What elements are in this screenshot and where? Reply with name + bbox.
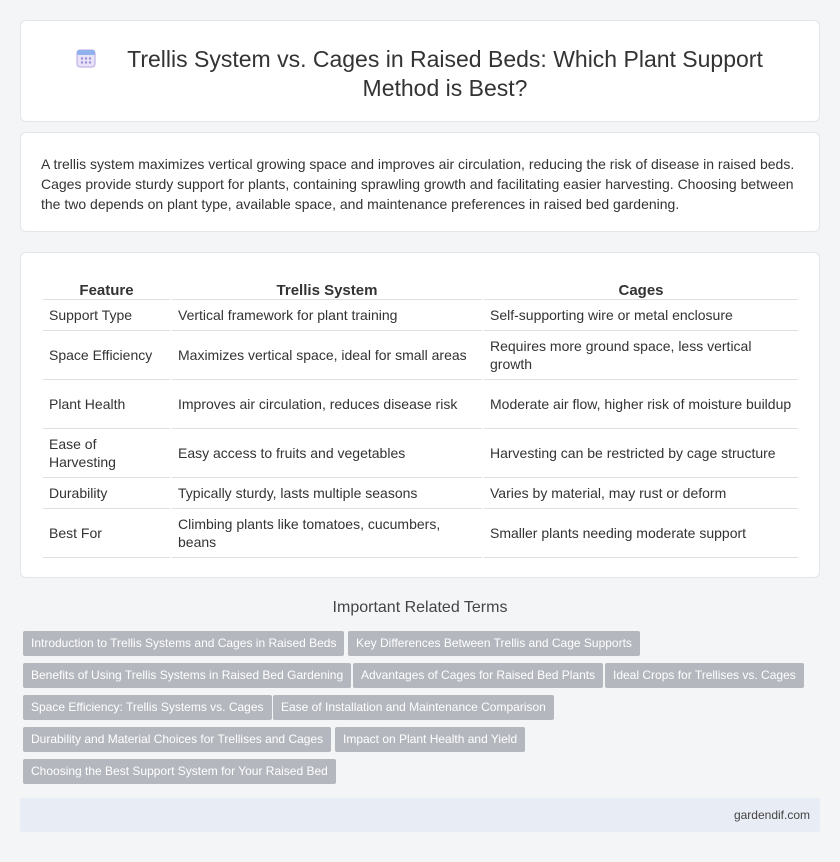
header-trellis: Trellis System bbox=[171, 275, 483, 299]
related-terms-heading: Important Related Terms bbox=[332, 599, 508, 616]
table-row bbox=[43, 299, 798, 330]
header-feature: Feature bbox=[43, 275, 171, 299]
title-wrap bbox=[21, 45, 819, 103]
feature-cell: Ease of Harvesting bbox=[43, 428, 171, 477]
feature-cell: Plant Health bbox=[43, 379, 171, 428]
comparison-table bbox=[43, 275, 798, 558]
cages-cell: Harvesting can be restricted by cage structure bbox=[483, 428, 798, 477]
trellis-cell: Climbing plants like tomatoes, cucumbers, beans bbox=[171, 508, 483, 557]
table-row bbox=[43, 330, 798, 379]
feature-cell: Best For bbox=[43, 508, 171, 557]
page-title: Trellis System vs. Cages in Raised Beds: Which Plant Support Method is Best? bbox=[127, 46, 763, 101]
trellis-cell: Typically sturdy, lasts multiple seasons bbox=[171, 477, 483, 508]
related-term-tag[interactable]: Benefits of Using Trellis Systems in Raised Bed Gardening bbox=[23, 663, 351, 688]
related-term-tag[interactable]: Ease of Installation and Maintenance Comparison bbox=[273, 695, 554, 720]
feature-cell: Durability bbox=[43, 477, 171, 508]
cages-cell: Smaller plants needing moderate support bbox=[483, 508, 798, 557]
trellis-cell: Improves air circulation, reduces disease risk bbox=[171, 379, 483, 428]
comparison-card bbox=[20, 252, 820, 578]
cages-cell: Varies by material, may rust or deform bbox=[483, 477, 798, 508]
related-term-tag[interactable]: Key Differences Between Trellis and Cage Supports bbox=[348, 631, 640, 656]
title-card bbox=[20, 20, 820, 122]
related-term-tag[interactable]: Ideal Crops for Trellises vs. Cages bbox=[605, 663, 804, 688]
trellis-cell: Maximizes vertical space, ideal for small areas bbox=[171, 330, 483, 379]
related-term-tag[interactable]: Impact on Plant Health and Yield bbox=[335, 727, 525, 752]
footer bbox=[20, 798, 820, 832]
related-term-tag[interactable]: Advantages of Cages for Raised Bed Plants bbox=[353, 663, 603, 688]
header-cages: Cages bbox=[483, 275, 798, 299]
table-row bbox=[43, 508, 798, 557]
table-row bbox=[43, 379, 798, 428]
related-term-tag[interactable]: Introduction to Trellis Systems and Cages in Raised Beds bbox=[23, 631, 344, 656]
calendar-icon bbox=[75, 47, 97, 69]
cages-cell: Self-supporting wire or metal enclosure bbox=[483, 299, 798, 330]
cages-cell: Moderate air flow, higher risk of moisture buildup bbox=[483, 379, 798, 428]
table-header-row bbox=[43, 275, 798, 299]
intro-card bbox=[20, 132, 820, 232]
related-term-tag[interactable]: Choosing the Best Support System for Your Raised Bed bbox=[23, 759, 336, 784]
feature-cell: Space Efficiency bbox=[43, 330, 171, 379]
intro-paragraph: A trellis system maximizes vertical growing space and improves air circulation, reducing the risk of disease in raised beds. Cages provide sturdy support for plants, containing sprawling growth and facilitating easier harvesting. Choosing between the two depends on plant type, available space, and maintenance preferences in raised bed gardening. bbox=[41, 156, 795, 212]
footer-site-link[interactable]: gardendif.com bbox=[733, 808, 810, 822]
related-term-tag[interactable]: Durability and Material Choices for Trellises and Cages bbox=[23, 727, 331, 752]
table-row bbox=[43, 428, 798, 477]
related-term-tag[interactable]: Space Efficiency: Trellis Systems vs. Cages bbox=[23, 695, 272, 720]
table-row bbox=[43, 477, 798, 508]
cages-cell: Requires more ground space, less vertical growth bbox=[483, 330, 798, 379]
feature-cell: Support Type bbox=[43, 299, 171, 330]
trellis-cell: Vertical framework for plant training bbox=[171, 299, 483, 330]
trellis-cell: Easy access to fruits and vegetables bbox=[171, 428, 483, 477]
